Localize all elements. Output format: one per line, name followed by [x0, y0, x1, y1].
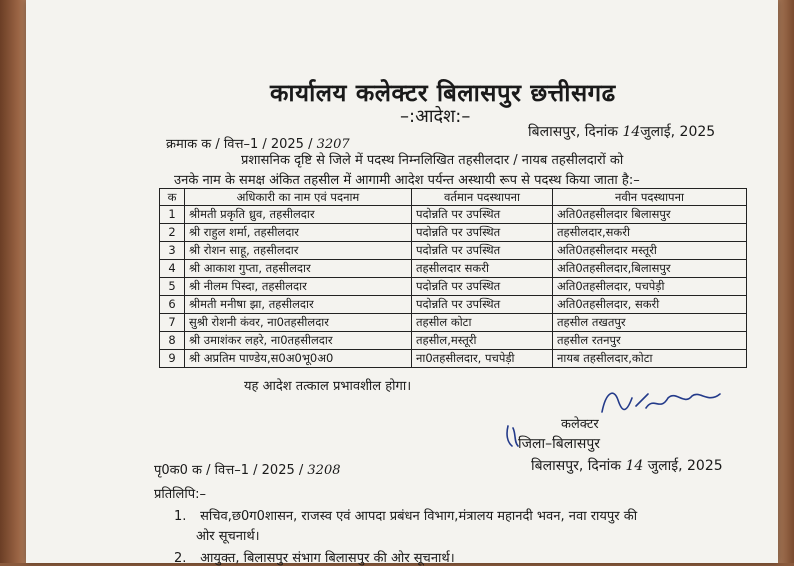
copy-item-number: 2.	[174, 551, 187, 566]
order-place-date	[528, 122, 715, 141]
row-new-posting: अति0तहसीलदार,बिलासपुर	[553, 260, 747, 278]
row-current-posting: ना0तहसीलदार, पचपेड़ी	[412, 350, 553, 368]
endorsement-place-date	[531, 456, 723, 475]
table-row	[160, 314, 747, 332]
endorsement-number: 3208	[307, 463, 341, 478]
copy-item	[174, 506, 637, 524]
posting-table	[159, 188, 747, 368]
endorsement-place: बिलासपुर, दिनांक	[531, 458, 621, 474]
immediate-effect-note: यह आदेश तत्काल प्रभावशील होगा।	[244, 379, 412, 394]
row-current-posting: पदोन्नति पर उपस्थित	[412, 278, 553, 296]
row-current-posting: पदोन्नति पर उपस्थित	[412, 296, 553, 314]
row-officer-name: सुश्री रोशनी कंवर, ना0तहसीलदार	[185, 314, 412, 332]
table-row	[160, 224, 747, 242]
row-officer-name: श्री आकाश गुप्ता, तहसीलदार	[185, 260, 412, 278]
row-officer-name: श्री नीलम पिस्दा, तहसीलदार	[185, 278, 412, 296]
row-officer-name: श्री अप्रतिम पाण्डेय,स0अ0भू0अ0	[185, 350, 412, 368]
row-serial: 8	[160, 332, 185, 350]
row-serial: 3	[160, 242, 185, 260]
table-header-row	[160, 189, 747, 206]
order-place: बिलासपुर, दिनांक	[528, 124, 618, 140]
row-new-posting: तहसीलदार,सकरी	[553, 224, 747, 242]
endorsement-reference	[154, 460, 341, 478]
row-current-posting: तहसील कोटा	[412, 314, 553, 332]
row-current-posting: पदोन्नति पर उपस्थित	[412, 224, 553, 242]
header-new-posting: नवीन पदस्थापना	[553, 189, 747, 206]
row-officer-name: श्रीमती मनीषा झा, तहसीलदार	[185, 296, 412, 314]
row-serial: 6	[160, 296, 185, 314]
copy-item-text: सचिव,छ0ग0शासन, राजस्व एवं आपदा प्रबंधन विभाग,मंत्रालय महानदी भवन, नवा रायपुर की	[200, 509, 638, 524]
signatory-district: जिला–बिलासपुर	[518, 436, 601, 452]
row-serial: 9	[160, 350, 185, 368]
endorsement-rest: जुलाई, 2025	[647, 458, 723, 474]
order-ref-number: 3207	[316, 137, 350, 152]
copy-item-number: 1.	[174, 509, 187, 524]
row-officer-name: श्री रोशन साहू, तहसीलदार	[185, 242, 412, 260]
row-new-posting: तहसील रतनपुर	[553, 332, 747, 350]
table-row	[160, 278, 747, 296]
copy-to-heading: प्रतिलिपि:–	[154, 487, 206, 502]
office-title: कार्यालय कलेक्टर बिलासपुर छत्तीसगढ	[270, 79, 616, 107]
copy-item-text: आयुक्त, बिलासपुर संभाग बिलासपुर की ओर सूचनार्थ।	[200, 551, 455, 566]
row-current-posting: पदोन्नति पर उपस्थित	[412, 206, 553, 224]
row-current-posting: तहसील,मस्तूरी	[412, 332, 553, 350]
table-row	[160, 206, 747, 224]
row-new-posting: अति0तहसीलदार, सकरी	[553, 296, 747, 314]
document-page	[26, 0, 778, 566]
handwritten-signature	[596, 386, 726, 416]
row-new-posting: नायब तहसीलदार,कोटा	[553, 350, 747, 368]
order-date-rest: जुलाई, 2025	[640, 124, 716, 140]
table-row	[160, 260, 747, 278]
row-new-posting: अति0तहसीलदार मस्तूरी	[553, 242, 747, 260]
row-officer-name: श्री राहुल शर्मा, तहसीलदार	[185, 224, 412, 242]
order-date-day: 14	[622, 124, 641, 140]
table-row	[160, 296, 747, 314]
row-serial: 1	[160, 206, 185, 224]
row-officer-name: श्री उमाशंकर लहरे, ना0तहसीलदार	[185, 332, 412, 350]
header-serial: क	[160, 189, 185, 206]
row-new-posting: अति0तहसीलदार, पचपेड़ी	[553, 278, 747, 296]
table-row	[160, 332, 747, 350]
copy-item	[174, 548, 455, 566]
row-new-posting: तहसील तखतपुर	[553, 314, 747, 332]
intro-line-2: उनके नाम के समक्ष अंकित तहसील में आगामी आदेश पर्यन्त अस्थायी रूप से पदस्थ किया जाता है:–	[174, 173, 640, 188]
row-officer-name: श्रीमती प्रकृति ध्रुव, तहसीलदार	[185, 206, 412, 224]
endorsement-prefix: पृ0क0 क / वित्त–1 / 2025 /	[154, 463, 304, 478]
header-current-posting: वर्तमान पदस्थापना	[412, 189, 553, 206]
row-serial: 5	[160, 278, 185, 296]
row-serial: 7	[160, 314, 185, 332]
row-serial: 4	[160, 260, 185, 278]
intro-line-1: प्रशासनिक दृष्टि से जिले में पदस्थ निम्नलिखित तहसीलदार / नायब तहसीलदारों को	[241, 153, 624, 168]
order-heading: –:आदेश:–	[400, 106, 471, 127]
row-current-posting: तहसीलदार सकरी	[412, 260, 553, 278]
signatory-designation: कलेक्टर	[561, 417, 599, 432]
row-current-posting: पदोन्नति पर उपस्थित	[412, 242, 553, 260]
table-row	[160, 350, 747, 368]
header-officer-name: अधिकारी का नाम एवं पदनाम	[185, 189, 412, 206]
endorsement-day: 14	[625, 458, 644, 474]
table-row	[160, 242, 747, 260]
copy-item-continued: ओर सूचनार्थ।	[196, 529, 260, 544]
order-ref-prefix: क्रमाक क / वित्त–1 / 2025 /	[166, 137, 313, 152]
row-new-posting: अति0तहसीलदार बिलासपुर	[553, 206, 747, 224]
row-serial: 2	[160, 224, 185, 242]
